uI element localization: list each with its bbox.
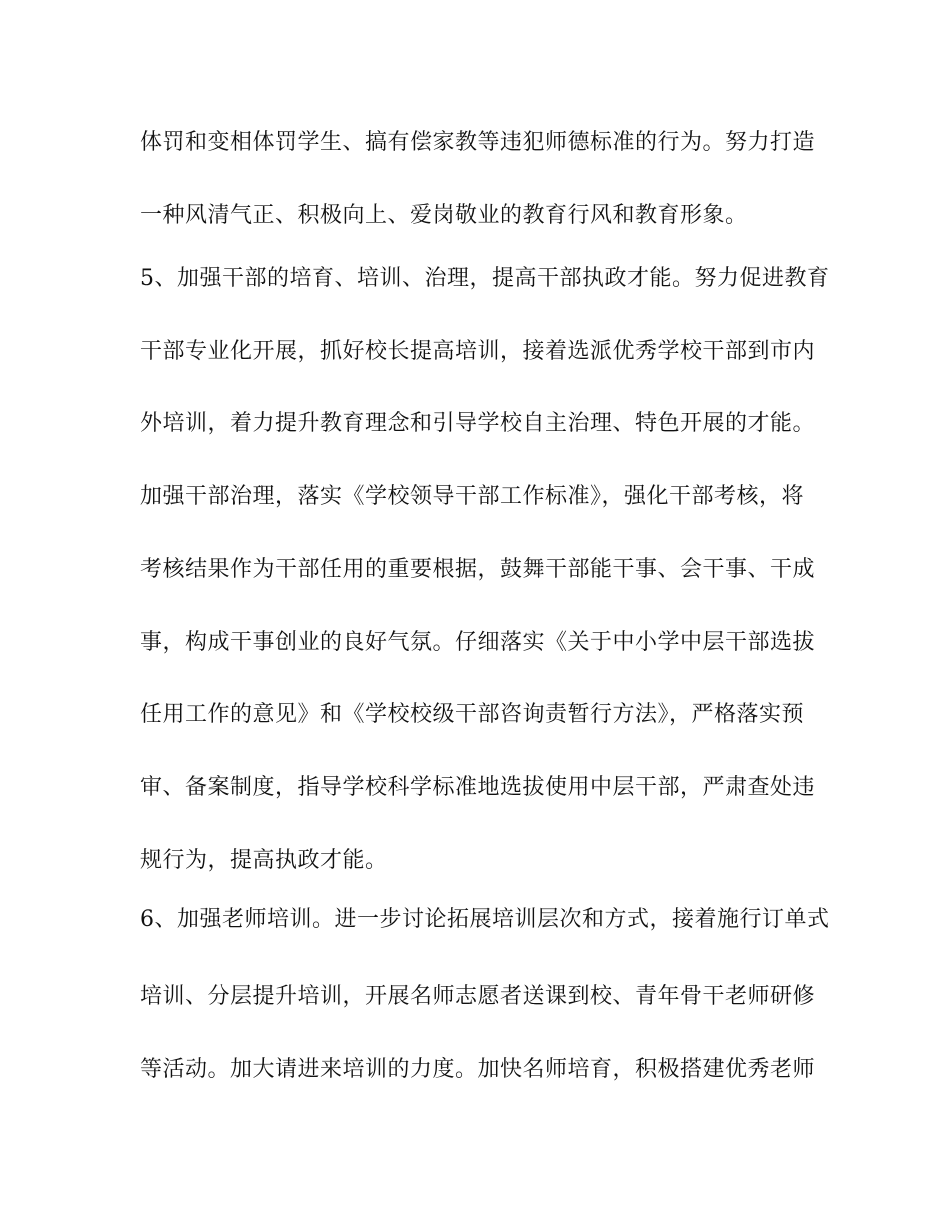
text-line: 任用工作的意见》和《学校校级干部咨询责暂行方法》，严格落实预	[140, 702, 805, 727]
text-line: 体罚和变相体罚学生、搞有偿家教等违犯师德标准的行为。努力打造	[140, 130, 816, 155]
text-line: 规行为，提高执政才能。	[140, 848, 388, 873]
text-line: 外培训，着力提升教育理念和引导学校自主治理、特色开展的才能。	[140, 411, 816, 436]
text-line: 加强干部治理，落实《学校领导干部工作标准》，强化干部考核，将	[140, 484, 805, 509]
text-line: 5、加强干部的培育、培训、治理，提高干部执政才能。努力促进教育	[140, 266, 830, 291]
text-line: 考核结果作为干部任用的重要根据，鼓舞干部能干事、会干事、干成	[140, 557, 816, 582]
text-line: 等活动。加大请进来培训的力度。加快名师培育，积极搭建优秀老师	[140, 1057, 816, 1082]
text-line: 6、加强老师培训。进一步讨论拓展培训层次和方式，接着施行订单式	[140, 907, 830, 932]
text-line: 一种风清气正、积极向上、爱岗敬业的教育行风和教育形象。	[140, 203, 748, 228]
text-line: 培训、分层提升培训，开展名师志愿者送课到校、青年骨干老师研修	[140, 984, 816, 1009]
text-line: 干部专业化开展，抓好校长提高培训，接着选派优秀学校干部到市内	[140, 339, 816, 364]
text-line: 审、备案制度，指导学校科学标准地选拔使用中层干部，严肃查处违	[140, 775, 816, 800]
text-line: 事，构成干事创业的良好气氛。仔细落实《关于中小学中层干部选拔	[140, 630, 816, 655]
